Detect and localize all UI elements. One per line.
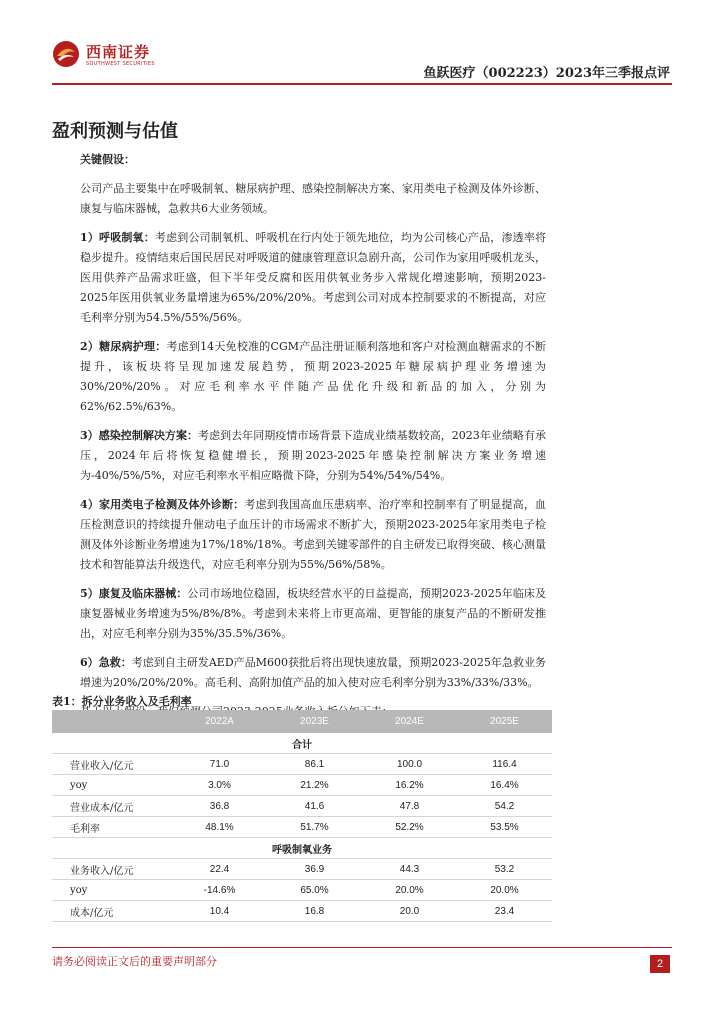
- table-cell: 16.2%: [362, 775, 457, 796]
- table-cell: -14.6%: [172, 880, 267, 901]
- page-number: 2: [650, 955, 670, 973]
- table-cell: 65.0%: [267, 880, 362, 901]
- assumption-text: 考虑到我国高血压患病率、治疗率和控制率有了明显提高，血压检测意识的持续提升催动电子血压计的市场需求不断扩大，预期2023-2025年家用类电子检测及体外诊断业务增速为17%/18%/18%。考虑到关键零部件的自主研发已取得突破、核心测量技术和智能算法升级迭代，对应毛利率分别为55%/56%/58%。: [80, 498, 546, 571]
- table-row: [52, 901, 552, 922]
- table-group-title: 合计: [52, 733, 552, 754]
- assumption-label: 5）康复及临床器械：: [80, 587, 188, 600]
- table-cell: 20.0%: [457, 880, 552, 901]
- table-cell: 100.0: [362, 754, 457, 775]
- revenue-table-container: [52, 710, 552, 922]
- table-row: [52, 754, 552, 775]
- row-label: 毛利率: [52, 817, 172, 838]
- table-row: [52, 775, 552, 796]
- assumption-paragraph: [80, 337, 546, 417]
- table-header-cell: 2025E: [457, 710, 552, 733]
- assumption-label: 2）糖尿病护理：: [80, 340, 167, 353]
- table-cell: 51.7%: [267, 817, 362, 838]
- table-cell: 36.9: [267, 859, 362, 880]
- row-label: 业务收入/亿元: [52, 859, 172, 880]
- table-cell: 54.2: [457, 796, 552, 817]
- section-title: 盈利预测与估值: [52, 121, 178, 142]
- table-header-cell: [52, 710, 172, 733]
- company-logo: [52, 40, 182, 76]
- table-body: [52, 733, 552, 922]
- table-group-title: 呼吸制氧业务: [52, 838, 552, 859]
- footer-divider: [52, 947, 672, 948]
- table-cell: 53.2: [457, 859, 552, 880]
- brand-name-en: SOUTHWEST SECURITIES: [86, 61, 155, 67]
- table-cell: 71.0: [172, 754, 267, 775]
- table-caption: 表1：拆分业务收入及毛利率: [52, 695, 192, 708]
- assumption-text: 考虑到14天免校准的CGM产品注册证顺利落地和客户对检测血糖需求的不断提升，该板块将呈现加速发展趋势，预期2023-2025年糖尿病护理业务增速为30%/20%/20%。对应毛利率水平伴随产品优化升级和新品的加入，分别为62%/62.5%/63%。: [80, 340, 547, 413]
- assumption-text: 考虑到自主研发AED产品M600获批后将出现快速放量，预期2023-2025年急救业务增速为20%/20%/20%。高毛利、高附加值产品的加入使对应毛利率分别为33%/33%/33%。: [80, 656, 546, 689]
- table-row: [52, 880, 552, 901]
- assumption-label: 6）急救：: [80, 656, 132, 669]
- body-content: [80, 150, 546, 731]
- row-label: 营业成本/亿元: [52, 796, 172, 817]
- brand-name-cn: 西南证券: [86, 43, 151, 61]
- assumption-label: 3）感染控制解决方案：: [80, 429, 199, 442]
- assumption-paragraph: [80, 495, 546, 575]
- table-cell: 53.5%: [457, 817, 552, 838]
- disclaimer-text: 请务必阅读正文后的重要声明部分: [52, 955, 217, 968]
- table-cell: 20.0: [362, 901, 457, 922]
- table-group-row: [52, 838, 552, 859]
- table-cell: 10.4: [172, 901, 267, 922]
- report-title: 鱼跃医疗（002223）2023年三季报点评: [423, 66, 670, 81]
- revenue-breakdown-table: [52, 710, 552, 922]
- table-cell: 16.4%: [457, 775, 552, 796]
- table-cell: 22.4: [172, 859, 267, 880]
- table-cell: 47.8: [362, 796, 457, 817]
- key-assumptions-heading: 关键假设：: [80, 153, 135, 166]
- row-label: yoy: [52, 775, 172, 796]
- row-label: yoy: [52, 880, 172, 901]
- table-row: [52, 796, 552, 817]
- table-header-cell: 2023E: [267, 710, 362, 733]
- table-row: [52, 817, 552, 838]
- table-cell: 52.2%: [362, 817, 457, 838]
- table-cell: 44.3: [362, 859, 457, 880]
- table-cell: 16.8: [267, 901, 362, 922]
- logo-mark-icon: [52, 40, 80, 68]
- table-header-cell: 2024E: [362, 710, 457, 733]
- assumption-text: 考虑到公司制氧机、呼吸机在行内处于领先地位，均为公司核心产品，渗透率将稳步提升。疫情结束后国民居民对呼吸道的健康管理意识急剧升高，公司作为家用呼吸机龙头，医用供养产品需求旺盛，但下半年受反腐和医用供氧业务步入常规化增速影响，预期2023-2025年医用供氧业务量增速为65%/20%/20%。考虑到公司对成本控制要求的不断提高，对应毛利率分别为54.5%/55%/56%。: [80, 231, 547, 324]
- assumption-label: 4）家用类电子检测及体外诊断：: [80, 498, 245, 511]
- table-cell: 86.1: [267, 754, 362, 775]
- table-cell: 48.1%: [172, 817, 267, 838]
- table-header-row: [52, 710, 552, 733]
- table-cell: 36.8: [172, 796, 267, 817]
- assumption-paragraph: [80, 228, 546, 328]
- assumption-paragraph: [80, 653, 546, 693]
- table-cell: 116.4: [457, 754, 552, 775]
- assumption-paragraph: [80, 426, 546, 486]
- intro-paragraph: 公司产品主要集中在呼吸制氧、糖尿病护理、感染控制解决方案、家用类电子检测及体外诊断、康复与临床器械，急救共6大业务领域。: [80, 182, 546, 215]
- table-cell: 21.2%: [267, 775, 362, 796]
- assumption-text: 公司市场地位稳固，板块经营水平的日益提高，预期2023-2025年临床及康复器械业务增速为5%/8%/8%。考虑到未来将上市更高端、更智能的康复产品的不断研发推出，对应毛利率分别为35%/35.5%/36%。: [80, 587, 547, 640]
- table-cell: 3.0%: [172, 775, 267, 796]
- assumption-label: 1）呼吸制氧：: [80, 231, 155, 244]
- table-group-row: [52, 733, 552, 754]
- table-row: [52, 859, 552, 880]
- header-divider: [52, 83, 672, 85]
- table-header-cell: 2022A: [172, 710, 267, 733]
- table-cell: 23.4: [457, 901, 552, 922]
- assumption-paragraphs: [80, 228, 546, 693]
- assumption-paragraph: [80, 584, 546, 644]
- row-label: 营业收入/亿元: [52, 754, 172, 775]
- row-label: 成本/亿元: [52, 901, 172, 922]
- assumption-text: 考虑到去年同期疫情市场背景下造成业绩基数较高，2023年业绩略有承压，2024年后将恢复稳健增长，预期2023-2025年感染控制解决方案业务增速为-40%/5%/5%，对应毛利率水平相应略微下降，分别为54%/54%/54%。: [80, 429, 546, 482]
- table-cell: 41.6: [267, 796, 362, 817]
- page-header: [0, 0, 724, 90]
- table-cell: 20.0%: [362, 880, 457, 901]
